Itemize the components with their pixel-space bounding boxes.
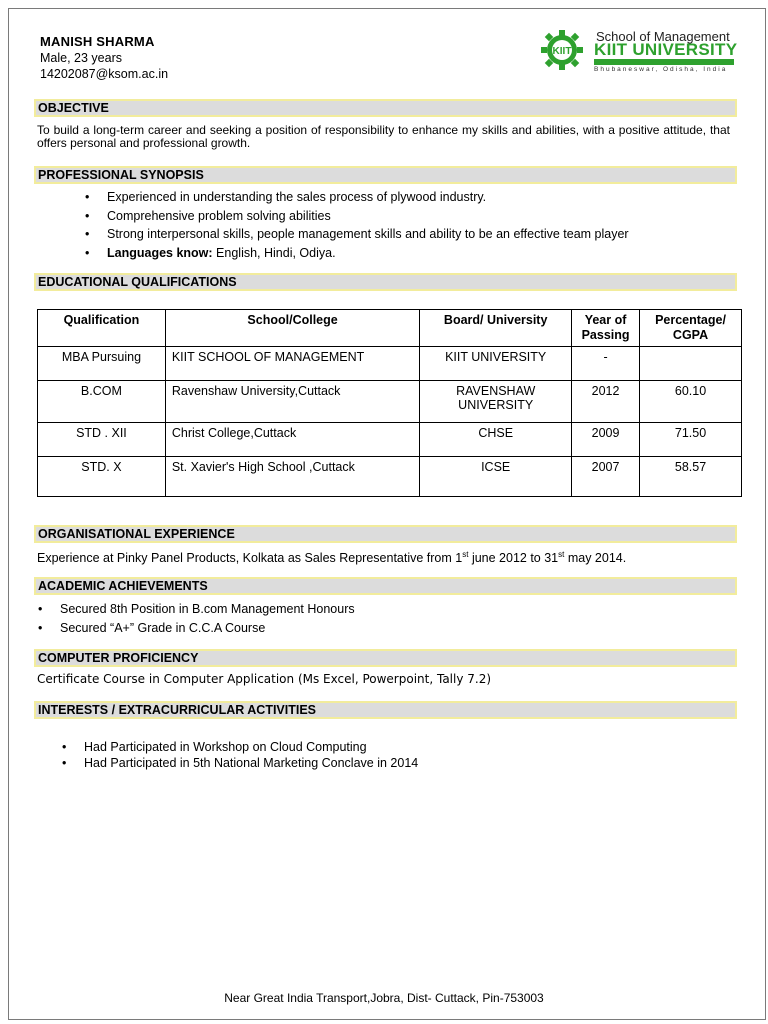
- synopsis-heading: PROFESSIONAL SYNOPSIS: [34, 166, 737, 184]
- synopsis-list: [85, 190, 629, 264]
- list-item: • Experienced in understanding the sales process of plywood industry.: [85, 190, 487, 204]
- kiit-gear-icon: [536, 28, 592, 72]
- footer-address: Near Great India Transport,Jobra, Dist- Cuttack, Pin-753003: [224, 991, 544, 1005]
- objective-heading: OBJECTIVE: [34, 99, 737, 117]
- education-table: [37, 309, 742, 497]
- table-row: MBA Pursuing KIIT SCHOOL OF MANAGEMENT KIIT UNIVERSITY -: [38, 347, 742, 381]
- computer-heading: COMPUTER PROFICIENCY: [34, 649, 737, 667]
- list-item: • Secured 8th Position in B.com Management Honours: [38, 602, 355, 616]
- languages-label: Languages know:: [107, 245, 213, 260]
- email: 14202087@ksom.ac.in: [40, 67, 169, 81]
- bullet-icon: •: [38, 602, 43, 616]
- bullet-icon: •: [38, 620, 43, 635]
- col-board: Board/ University: [420, 310, 572, 347]
- experience-text: Experience at Pinky Panel Products, Kolkata as Sales Representative from 1st june 2012 to 31st may 2014.: [37, 550, 627, 566]
- col-year: Year of Passing: [572, 310, 640, 347]
- col-qualification: Qualification: [38, 310, 166, 347]
- logo-location: Bhubaneswar, Odisha, India: [594, 66, 728, 73]
- bullet-icon: •: [85, 227, 90, 241]
- interests-heading: INTERESTS / EXTRACURRICULAR ACTIVITIES: [34, 701, 737, 719]
- list-item: • Secured “A+” Grade in C.C.A Course: [38, 620, 266, 635]
- kiit-logo: [536, 28, 736, 72]
- achievements-list: [38, 602, 355, 639]
- list-item: • Had Participated in Workshop on Cloud Computing: [62, 740, 367, 754]
- gender-age: Male, 23 years: [40, 51, 122, 65]
- logo-bar: [594, 59, 734, 65]
- col-school: School/College: [165, 310, 419, 347]
- objective-text: To build a long-term career and seeking a position of responsibility to enhance my skills and abilities, with a positive attitude, that offers personal and professional growth.: [37, 123, 730, 150]
- bullet-icon: •: [62, 756, 67, 770]
- logo-mark: KIIT: [552, 46, 572, 57]
- table-row: B.COM Ravenshaw University,Cuttack RAVENSHAW UNIVERSITY 2012 60.10: [38, 381, 742, 423]
- experience-heading: ORGANISATIONAL EXPERIENCE: [34, 525, 737, 543]
- logo-university: KIIT UNIVERSITY: [594, 40, 738, 59]
- list-item: • Comprehensive problem solving abilities: [85, 208, 331, 223]
- bullet-icon: •: [85, 208, 90, 223]
- computer-text: Certificate Course in Computer Application (Ms Excel, Powerpoint, Tally 7.2): [37, 672, 492, 686]
- list-item: • Strong interpersonal skills, people management skills and ability to be an effective team player: [85, 227, 629, 241]
- col-percentage: Percentage/ CGPA: [640, 310, 742, 347]
- resume-page: [8, 8, 766, 1020]
- candidate-header: [40, 34, 168, 81]
- table-header-row: [38, 310, 742, 347]
- interests-list: [62, 740, 419, 772]
- candidate-name: MANISH SHARMA: [40, 34, 155, 49]
- bullet-icon: •: [85, 245, 90, 260]
- languages-value: English, Hindi, Odiya.: [212, 245, 336, 260]
- list-item: [85, 245, 629, 265]
- table-row: STD. X St. Xavier's High School ,Cuttack ICSE 2007 58.57: [38, 457, 742, 497]
- logo-school: School of Management: [596, 29, 730, 44]
- achievements-heading: ACADEMIC ACHIEVEMENTS: [34, 577, 737, 595]
- bullet-icon: •: [62, 740, 67, 754]
- list-item: • Had Participated in 5th National Marketing Conclave in 2014: [62, 756, 419, 770]
- table-row: STD . XII Christ College,Cuttack CHSE 2009 71.50: [38, 423, 742, 457]
- education-heading: EDUCATIONAL QUALIFICATIONS: [34, 273, 737, 291]
- bullet-icon: •: [85, 190, 90, 204]
